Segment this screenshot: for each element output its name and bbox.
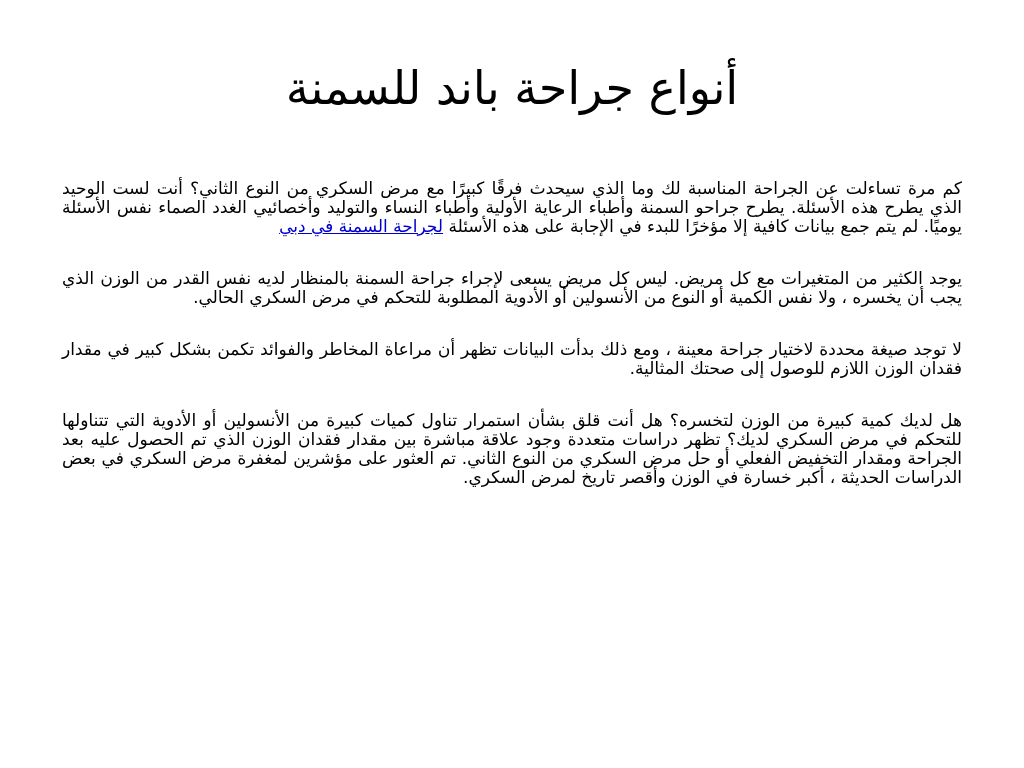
paragraph-formula: لا توجد صيغة محددة لاختيار جراحة معينة ، ومع ذلك بدأت البيانات تظهر أن مراعاة المخاطر والفوائد تكمن بشكل كبير في مقدار فقدان الوزن اللازم للوصول إلى صحتك المثالية. (62, 340, 962, 379)
slide-title: أنواع جراحة باند للسمنة (285, 61, 739, 115)
paragraph-variables: يوجد الكثير من المتغيرات مع كل مريض. ليس كل مريض يسعى لإجراء جراحة السمنة بالمنظار لديه نفس القدر من الوزن الذي يجب أن يخسره ، ولا نفس الكمية أو النوع من الأنسولين أو الأدوية المطلوبة للتحكم في مرض السكري الحالي. (62, 269, 962, 308)
paragraph-intro-text: كم مرة تساءلت عن الجراحة المناسبة لك وما الذي سيحدث فرقًا كبيرًا مع مرض السكري من النوع الثاني؟ أنت لست الوحيد الذي يطرح هذه الأسئلة. يطرح جراحو السمنة وأطباء الرعاية الأولية وأطباء النساء والتوليد وأخصائيي الغدد الصماء نفس الأسئلة يوميًا. لم يتم جمع بيانات كافية إلا مؤخرًا للبدء في الإجابة على هذه الأسئلة (62, 179, 962, 237)
paragraph-intro (62, 180, 962, 237)
slide-body (62, 180, 962, 521)
paragraph-weight-loss: هل لديك كمية كبيرة من الوزن لتخسره؟ هل أنت قلق بشأن استمرار تناول كميات كبيرة من الأنسولين أو الأدوية التي تتناولها للتحكم في مرض السكري لديك؟ تظهر دراسات متعددة وجود علاقة مباشرة بين مقدار فقدان الوزن الذي تم الحصول عليه بعد الجراحة ومقدار التخفيض الفعلي أو حل مرض السكري من النوع الثاني. تم العثور على مؤشرين لمغفرة مرض السكري في بعض الدراسات الحديثة ، أكبر خسارة في الوزن وأقصر تاريخ لمرض السكري. (62, 411, 962, 488)
dubai-bariatric-surgery-link[interactable]: لجراحة السمنة في دبي (279, 217, 444, 237)
